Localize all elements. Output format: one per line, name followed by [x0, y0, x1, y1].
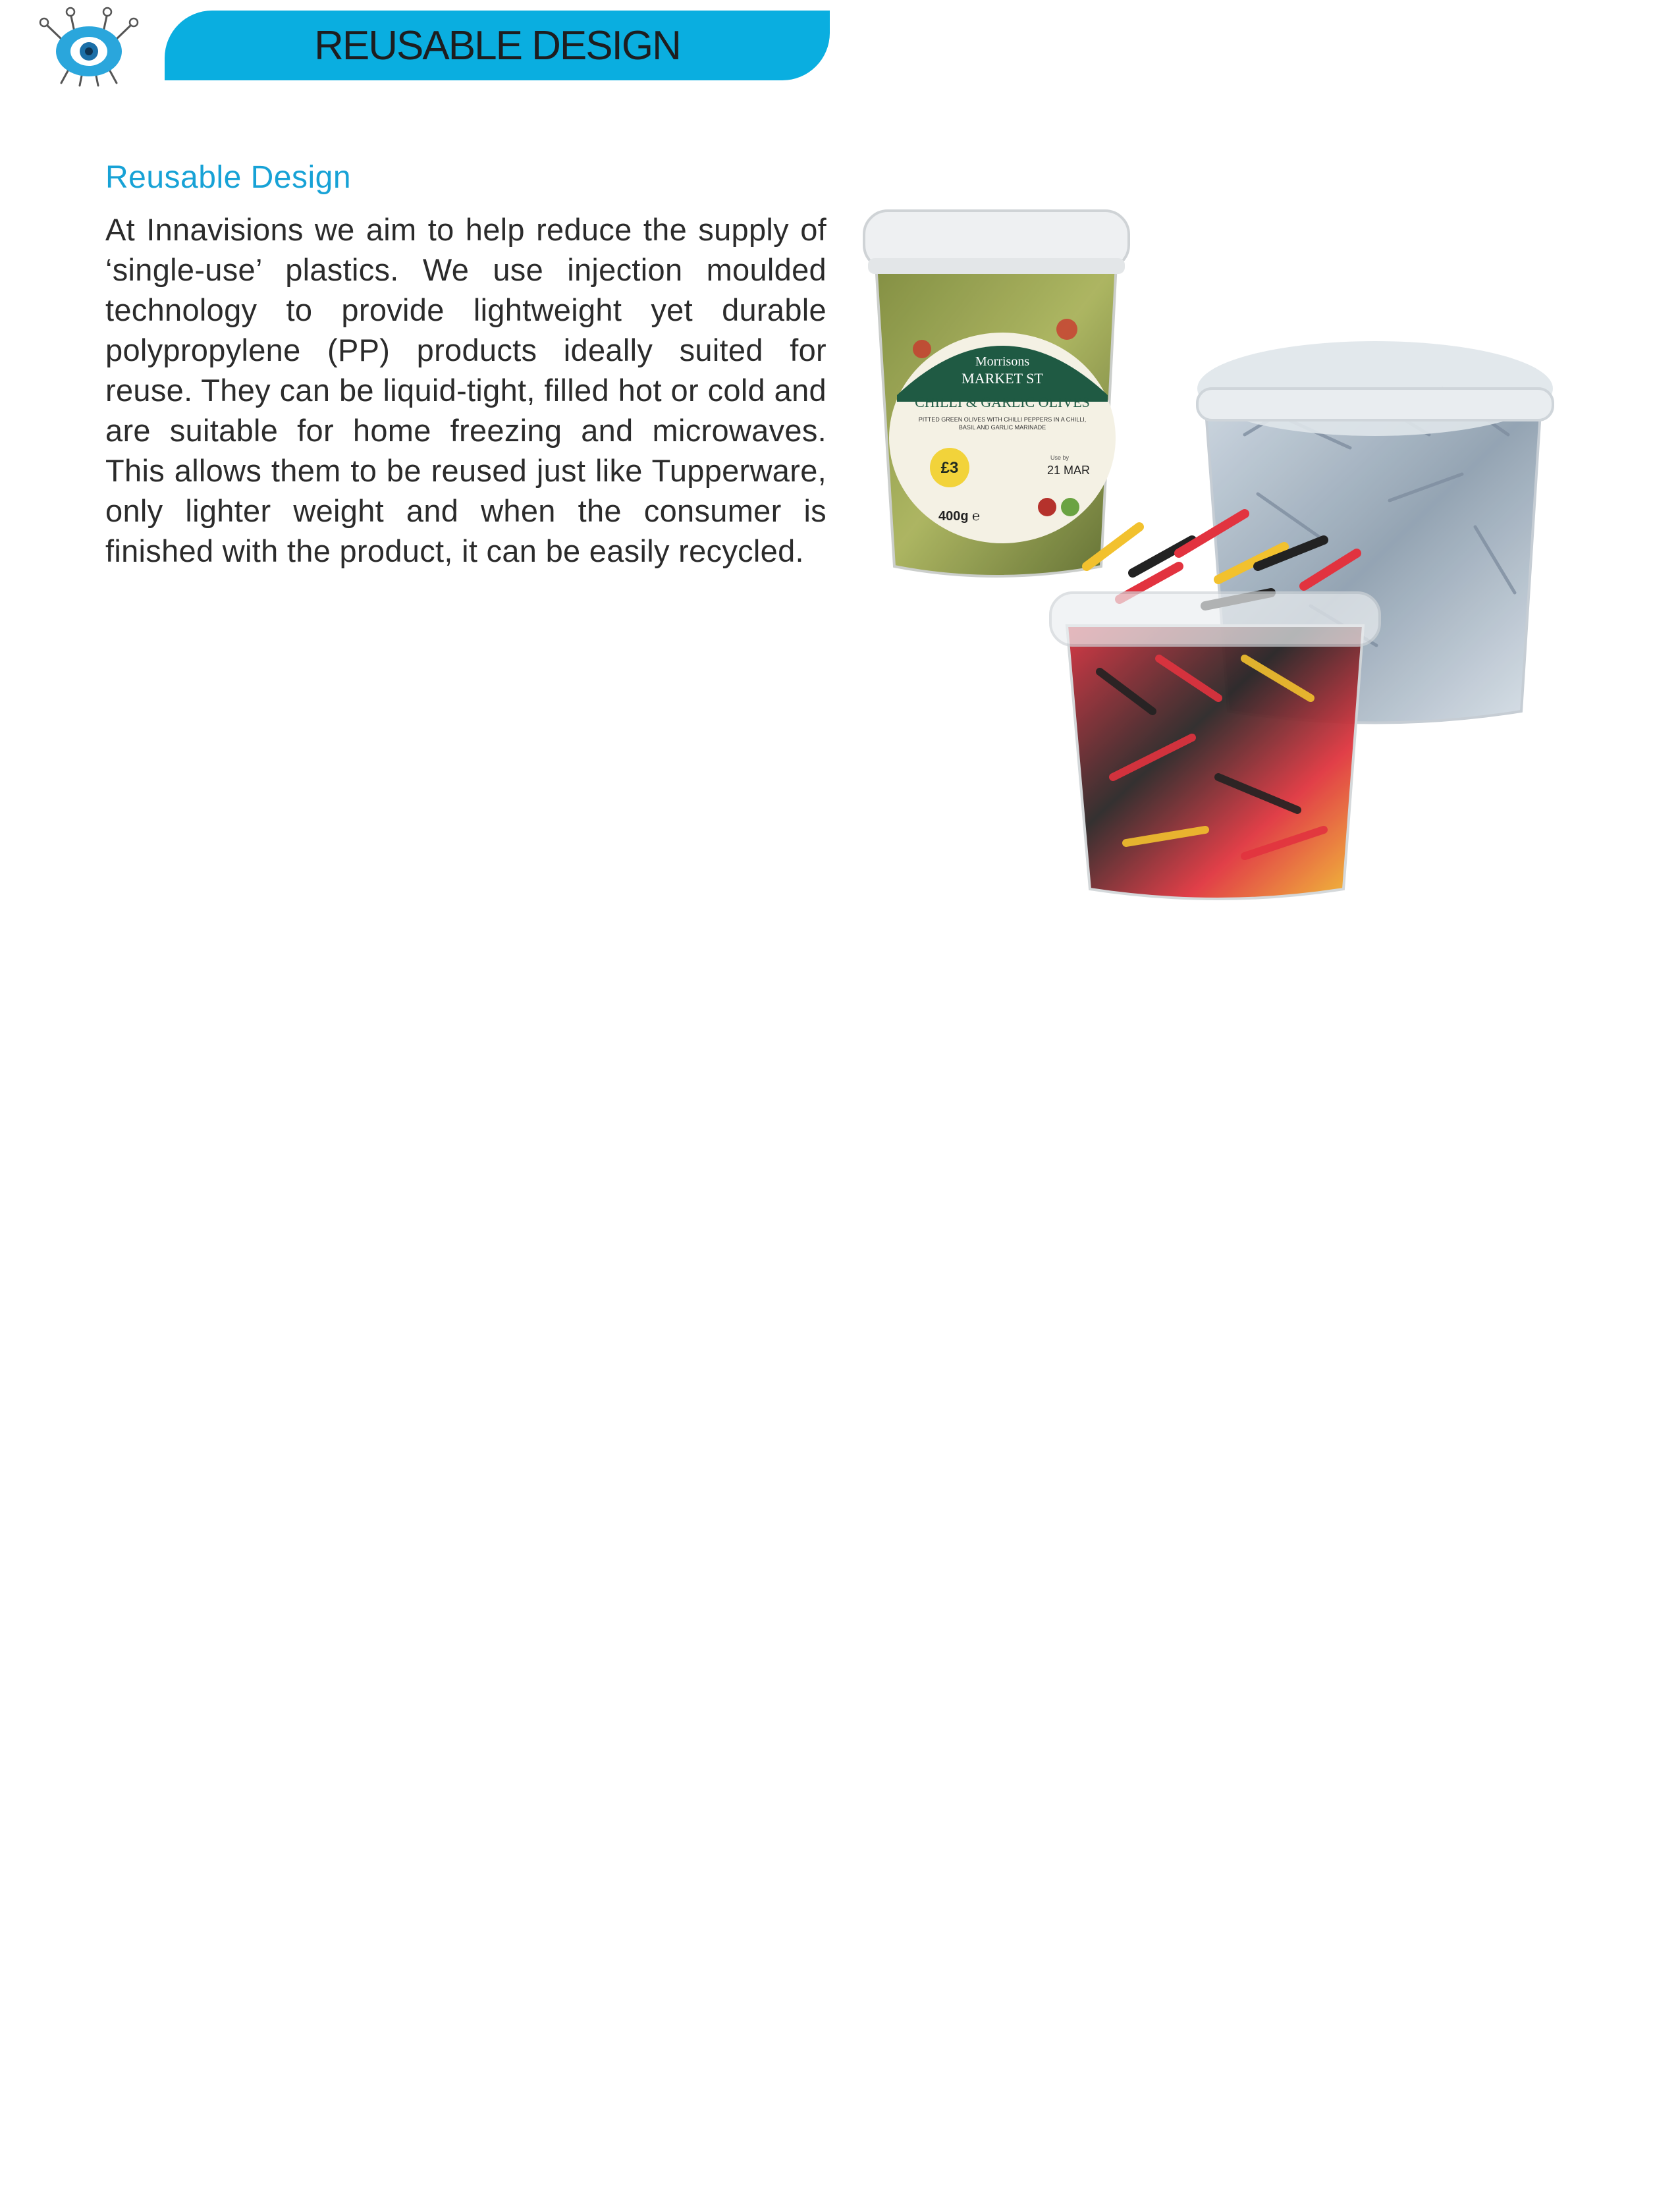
label-brand-line2: MARKET ST: [962, 370, 1043, 387]
label-brand: Morrisons: [975, 354, 1030, 369]
product-tubs-photo: [850, 198, 1581, 909]
body-paragraph: At Innavisions we aim to help reduce the supply of ‘single-use’ plastics. We use injection moulded technology to provide lightweight yet durable polypropylene (PP) products ideally suited for reuse. They can be liquid-tight, filled hot or cold and are suitable for home freezing and microwaves. This allows them to be reused just like Tupperware, only lighter weight and when the consumer is finished with the product, it can be easily recycled.: [105, 212, 826, 568]
label-price: £3: [940, 459, 959, 477]
label-weight: 400g ℮: [938, 509, 981, 524]
label-desc-2: BASIL AND GARLIC MARINADE: [958, 424, 1046, 431]
eye-robot-logo-icon: [36, 4, 142, 88]
page-title: REUSABLE DESIGN: [314, 22, 680, 68]
olive-tub: [864, 211, 1129, 576]
section-heading: Reusable Design: [105, 160, 352, 195]
wall-plug-tub: [1050, 514, 1380, 899]
label-desc-1: PITTED GREEN OLIVES WITH CHILLI PEPPERS IN A CHILLI,: [918, 416, 1087, 423]
label-date: 21 MAR: [1047, 464, 1091, 477]
label-product: CHILLI & GARLIC OLIVES: [915, 394, 1090, 410]
label-use-by: Use by: [1050, 454, 1070, 461]
